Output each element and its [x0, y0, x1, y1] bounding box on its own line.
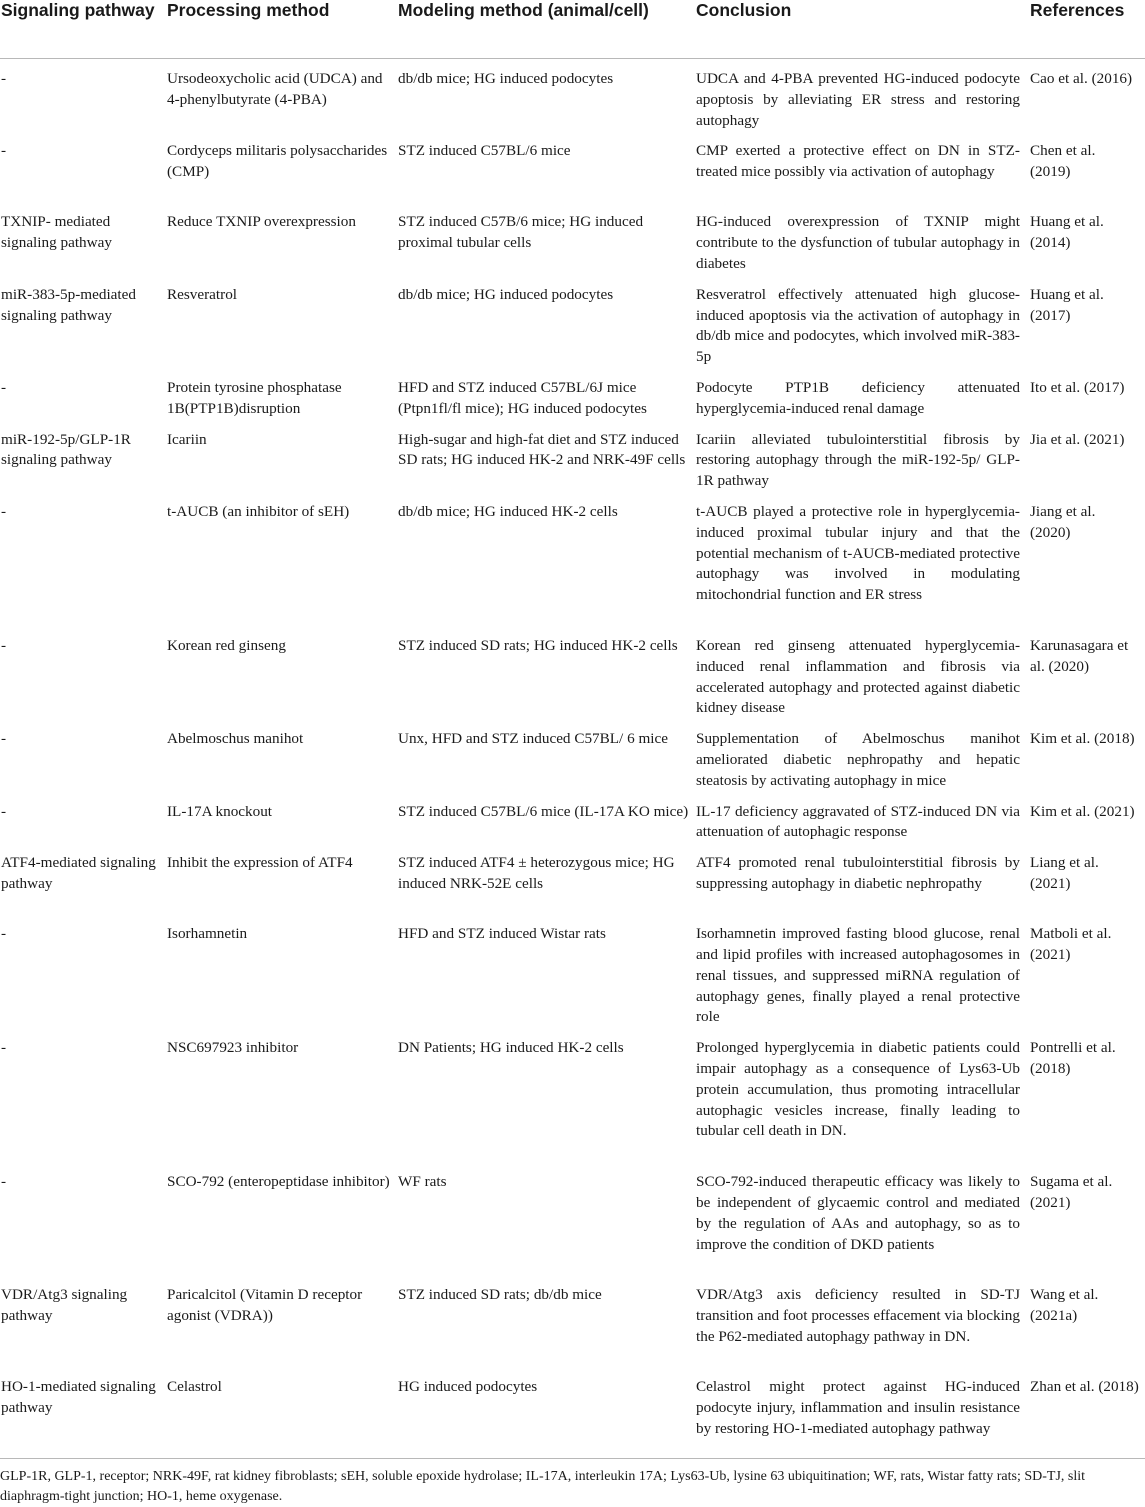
processing-method-cell: Abelmoschus manihot — [167, 730, 304, 748]
conclusion-cell: t-AUCB played a protective role in hyperglycemia-induced proximal tubular injury and that the potential mechanism of t-AUCB-mediated protective autophagy was involved in modulating mitochondrial function and ER stress — [696, 502, 1020, 604]
table-row — [0, 368, 1145, 420]
conclusion-cell: VDR/Atg3 axis deficiency resulted in SD-TJ transition and foot processes effacement via blocking the P62-mediated autophagy pathway in DN. — [696, 1286, 1020, 1345]
conclusion-cell: SCO-792-induced therapeutic efficacy was likely to be independent of glycaemic control and mediated by the regulation of AAs and autophagy, so as to improve the condition of DKD patients — [696, 1173, 1020, 1253]
processing-method-cell: Protein tyrosine phosphatase 1B(PTP1B)disruption — [167, 378, 342, 417]
conclusion-cell: Resveratrol effectively attenuated high glucose-induced apoptosis via the activation of autophagy in db/db mice and podocytes, which involved miR-383-5p — [696, 285, 1020, 366]
conclusion-cell: Prolonged hyperglycemia in diabetic patients could impair autophagy as a consequence of Lys63-Ub protein accumulation, thus promoting intracellular autophagic vesicles increase, finally leading to tubular cell death in DN. — [696, 1039, 1020, 1140]
modeling-method-cell: HFD and STZ induced Wistar rats — [398, 925, 606, 943]
processing-method-cell: IL-17A knockout — [167, 802, 273, 820]
signaling-pathway-cell: TXNIP- mediated signaling pathway — [1, 213, 112, 252]
header-references: References — [1030, 0, 1145, 59]
table-row — [0, 1028, 1145, 1162]
processing-method-cell: Paricalcitol (Vitamin D receptor agonist (VDRA)) — [167, 1286, 363, 1324]
table-row — [0, 59, 1145, 132]
table-header — [0, 0, 1145, 59]
modeling-method-cell: DN Patients; HG induced HK-2 cells — [398, 1039, 624, 1057]
modeling-method-cell: db/db mice; HG induced podocytes — [398, 285, 614, 303]
modeling-method-cell: STZ induced C57B/6 mice; HG induced proximal tubular cells — [398, 213, 644, 252]
signaling-pathway-cell: - — [1, 142, 7, 160]
conclusion-cell: Supplementation of Abelmoschus manihot ameliorated diabetic nephropathy and hepatic steatosis by activating autophagy in mice — [696, 730, 1020, 789]
table-row — [0, 914, 1145, 1028]
table-row — [0, 843, 1145, 914]
table-body — [0, 59, 1145, 1463]
modeling-method-cell: STZ induced SD rats; db/db mice — [398, 1286, 602, 1304]
signaling-pathway-cell: VDR/Atg3 signaling pathway — [1, 1286, 128, 1324]
modeling-method-cell: db/db mice; HG induced podocytes — [398, 70, 614, 87]
conclusion-cell: Celastrol might protect against HG-induced podocyte injury, inflammation and insulin resistance by restoring HO-1-mediated autophagy pathway — [696, 1378, 1020, 1437]
processing-method-cell: Inhibit the expression of ATF4 — [167, 854, 353, 872]
processing-method-cell: Resveratrol — [167, 285, 238, 303]
reference-cell: Kim et al. (2018) — [1030, 730, 1135, 748]
modeling-method-cell: High-sugar and high-fat diet and STZ induced SD rats; HG induced HK-2 and NRK-49F cells — [398, 430, 686, 469]
signaling-pathway-cell: - — [1, 70, 7, 87]
signaling-pathway-cell: ATF4-mediated signaling pathway — [1, 854, 156, 892]
reference-cell: Pontrelli et al. (2018) — [1030, 1039, 1116, 1077]
table-row — [0, 792, 1145, 844]
conclusion-cell: IL-17 deficiency aggravated of STZ-induced DN via attenuation of autophagic response — [696, 802, 1020, 841]
signaling-pathway-cell: - — [1, 502, 7, 520]
table-row — [0, 626, 1145, 719]
signaling-pathway-cell: - — [1, 636, 7, 654]
signaling-pathway-cell: - — [1, 1173, 7, 1191]
reference-cell: Chen et al. (2019) — [1030, 142, 1096, 181]
reference-cell: Ito et al. (2017) — [1030, 378, 1125, 396]
signaling-pathway-cell: - — [1, 378, 7, 396]
signaling-pathway-cell: - — [1, 1039, 7, 1057]
modeling-method-cell: STZ induced ATF4 ± heterozygous mice; HG induced NRK-52E cells — [398, 854, 675, 892]
header-signaling-pathway: Signaling pathway — [0, 0, 167, 59]
processing-method-cell: Korean red ginseng — [167, 636, 286, 654]
signaling-pathway-cell: miR-383-5p-mediated signaling pathway — [1, 285, 136, 324]
conclusion-cell: Korean red ginseng attenuated hyperglycemia-induced renal inflammation and fibrosis via accelerated autophagy and protected against diabetic kidney disease — [696, 636, 1020, 717]
reference-cell: Sugama et al. (2021) — [1030, 1173, 1113, 1211]
header-conclusion: Conclusion — [696, 0, 1030, 59]
processing-method-cell: SCO-792 (enteropeptidase inhibitor) — [167, 1173, 390, 1191]
reference-cell: Kim et al. (2021) — [1030, 802, 1135, 820]
conclusion-cell: CMP exerted a protective effect on DN in STZ-treated mice possibly via activation of autophagy — [696, 142, 1020, 181]
table-row — [0, 420, 1145, 492]
signaling-pathway-cell: HO-1-mediated signaling pathway — [1, 1378, 156, 1416]
modeling-method-cell: STZ induced C57BL/6 mice (IL-17A KO mice) — [398, 802, 689, 820]
signaling-pathway-cell: miR-192-5p/GLP-1R signaling pathway — [1, 430, 131, 469]
modeling-method-cell: STZ induced SD rats; HG induced HK-2 cells — [398, 636, 678, 654]
processing-method-cell: Reduce TXNIP overexpression — [167, 213, 356, 231]
conclusion-cell: UDCA and 4-PBA prevented HG-induced podocyte apoptosis by alleviating ER stress and restoring autophagy — [696, 70, 1020, 129]
table-row — [0, 719, 1145, 791]
modeling-method-cell: WF rats — [398, 1173, 447, 1191]
modeling-method-cell: Unx, HFD and STZ induced C57BL/ 6 mice — [398, 730, 668, 748]
processing-method-cell: Isorhamnetin — [167, 925, 248, 943]
conclusion-cell: ATF4 promoted renal tubulointerstitial fibrosis by suppressing autophagy in diabetic nephropathy — [696, 854, 1020, 892]
header-modeling-method: Modeling method (animal/cell) — [398, 0, 696, 59]
signaling-pathway-cell: - — [1, 925, 7, 943]
modeling-method-cell: STZ induced C57BL/6 mice — [398, 142, 571, 160]
header-processing-method: Processing method — [167, 0, 398, 59]
header-row — [0, 0, 1145, 59]
signaling-pathway-cell: - — [1, 802, 7, 820]
processing-method-cell: Ursodeoxycholic acid (UDCA) and 4-phenylbutyrate (4-PBA) — [167, 70, 383, 108]
table-footnote: GLP-1R, GLP-1, receptor; NRK-49F, rat kidney fibroblasts; sEH, soluble epoxide hydrolase; IL-17A, interleukin 17A; Lys63-Ub, lysine 63 ubiquitination; WF, rats, Wistar fatty rats; SD-TJ, slit diaphragm-tight junction; HO-1, heme oxygenase. — [0, 1458, 1145, 1507]
modeling-method-cell: HG induced podocytes — [398, 1378, 538, 1396]
table-row — [0, 275, 1145, 368]
reference-cell: Zhan et al. (2018) — [1030, 1378, 1139, 1396]
signaling-pathway-cell: - — [1, 730, 7, 748]
conclusion-cell: Icariin alleviated tubulointerstitial fibrosis by restoring autophagy through the miR-192-5p/ GLP-1R pathway — [696, 430, 1020, 490]
modeling-method-cell: HFD and STZ induced C57BL/6J mice (Ptpn1fl/fl mice); HG induced podocytes — [398, 378, 647, 417]
table-row — [0, 1367, 1145, 1462]
table-row — [0, 492, 1145, 626]
reference-cell: Huang et al. (2014) — [1030, 213, 1104, 252]
table-row — [0, 202, 1145, 274]
table-row — [0, 131, 1145, 202]
reference-cell: Matboli et al. (2021) — [1030, 925, 1112, 963]
table-row — [0, 1162, 1145, 1275]
processing-method-cell: Icariin — [167, 430, 207, 448]
reference-cell: Karunasagara et al. (2020) — [1030, 636, 1129, 675]
processing-method-cell: NSC697923 inhibitor — [167, 1039, 299, 1057]
reference-cell: Liang et al. (2021) — [1030, 854, 1099, 892]
conclusion-cell: Podocyte PTP1B deficiency attenuated hyperglycemia-induced renal damage — [696, 378, 1020, 417]
conclusion-cell: Isorhamnetin improved fasting blood glucose, renal and lipid profiles with increased autophagosomes in renal tissues, and suppressed miRNA regulation of autophagy genes, finally played a renal protective role — [696, 925, 1020, 1026]
reference-cell: Jiang et al. (2020) — [1030, 502, 1096, 541]
processing-method-cell: t-AUCB (an inhibitor of sEH) — [167, 502, 350, 520]
reference-cell: Jia et al. (2021) — [1030, 430, 1125, 448]
reference-cell: Huang et al. (2017) — [1030, 285, 1104, 324]
table-row — [0, 1275, 1145, 1367]
modeling-method-cell: db/db mice; HG induced HK-2 cells — [398, 502, 618, 520]
processing-method-cell: Celastrol — [167, 1378, 222, 1396]
reference-cell: Cao et al. (2016) — [1030, 70, 1133, 87]
conclusion-cell: HG-induced overexpression of TXNIP might contribute to the dysfunction of tubular autophagy in diabetes — [696, 213, 1020, 272]
reference-cell: Wang et al. (2021a) — [1030, 1286, 1099, 1324]
processing-method-cell: Cordyceps militaris polysaccharides (CMP) — [167, 142, 388, 181]
